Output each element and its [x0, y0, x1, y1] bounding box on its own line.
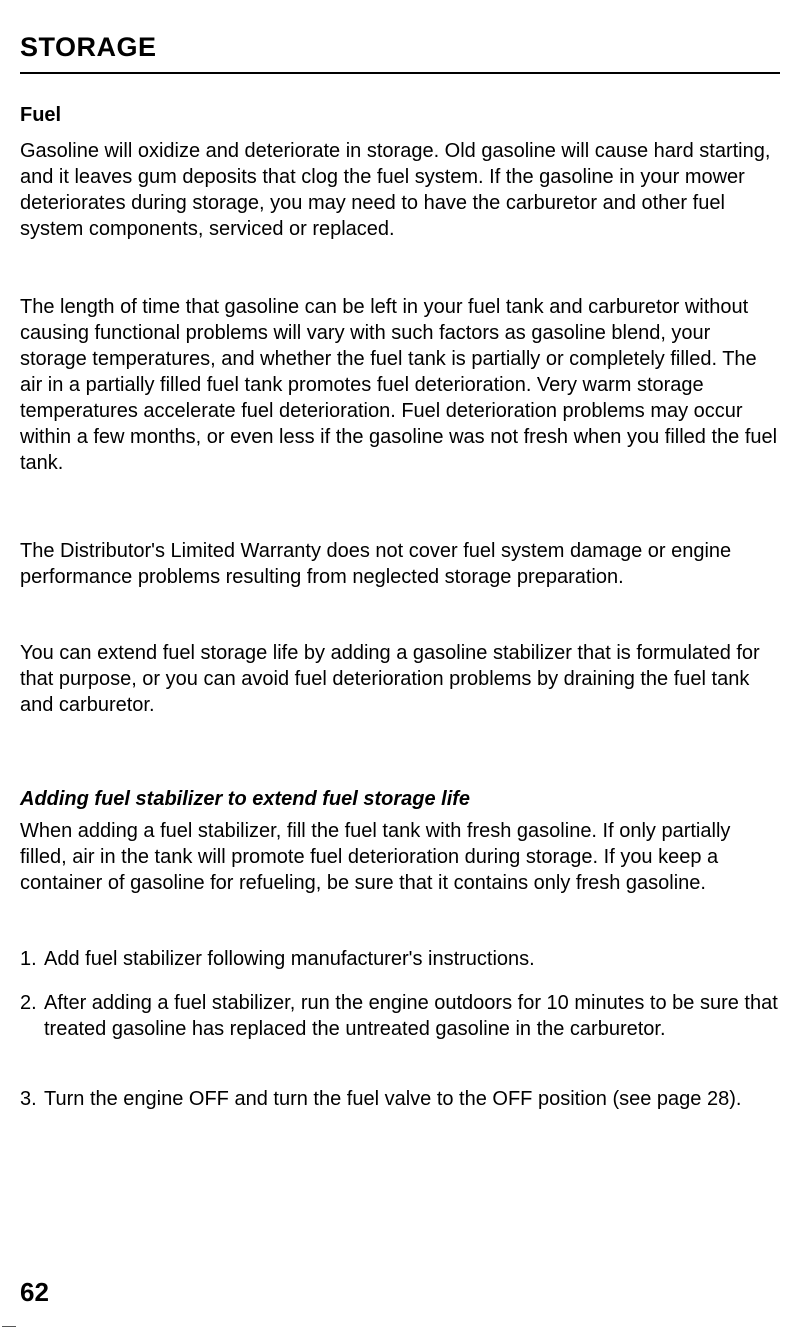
step-text: Add fuel stabilizer following manufacturer's instructions. — [44, 948, 535, 970]
step-text: Turn the engine OFF and turn the fuel valve to the OFF position (see page 28). — [44, 1088, 742, 1110]
page-number: 62 — [20, 1277, 49, 1307]
fuel-paragraph-2: The length of time that gasoline can be left in your fuel tank and carburetor without causing functional problems will vary with such factors as gasoline blend, your storage temperatures, and whether the fuel tank is partially or completely filled. The air in a partially filled fuel tank promotes fuel deterioration. Very warm storage temperatures accelerate fuel deterioration. Fuel deterioration problems may occur within a few months, or even less if the gasoline was not fresh when you filled the fuel tank. — [20, 296, 778, 474]
stabilizer-heading: Adding fuel stabilizer to extend fuel storage life — [20, 788, 471, 810]
list-item-step-2 — [20, 990, 780, 1042]
title-divider — [20, 72, 780, 74]
stabilizer-intro: When adding a fuel stabilizer, fill the fuel tank with fresh gasoline. If only partially filled, air in the tank will promote fuel deterioration during storage. If you keep a container of gasoline for refueling, be sure that it contains only fresh gasoline. — [20, 820, 731, 894]
page-title: STORAGE — [20, 32, 157, 62]
fuel-paragraph-1: Gasoline will oxidize and deteriorate in storage. Old gasoline will cause hard starting, and it leaves gum deposits that clog the fuel system. If the gasoline in your mower deteriorates during storage, you may need to have the carburetor and other fuel system components, serviced or replaced. — [20, 140, 771, 240]
step-number: 2. — [20, 992, 37, 1014]
scan-mark — [2, 1326, 16, 1327]
fuel-heading: Fuel — [20, 104, 62, 126]
manual-page — [20, 0, 780, 1332]
stabilizer-section — [20, 786, 780, 896]
step-number: 3. — [20, 1088, 37, 1110]
step-number: 1. — [20, 948, 37, 970]
list-item-step-1 — [20, 946, 780, 972]
fuel-paragraph-4: You can extend fuel storage life by adding a gasoline stabilizer that is formulated for that purpose, or you can avoid fuel deterioration problems by draining the fuel tank and carburetor. — [20, 642, 760, 716]
step-text: After adding a fuel stabilizer, run the engine outdoors for 10 minutes to be sure that treated gasoline has replaced the untreated gasoline in the carburetor. — [44, 992, 778, 1040]
warranty-paragraph: The Distributor's Limited Warranty does not cover fuel system damage or engine performance problems resulting from neglected storage preparation. — [20, 540, 732, 588]
fuel-section — [20, 102, 780, 242]
list-item-step-3 — [20, 1086, 780, 1112]
